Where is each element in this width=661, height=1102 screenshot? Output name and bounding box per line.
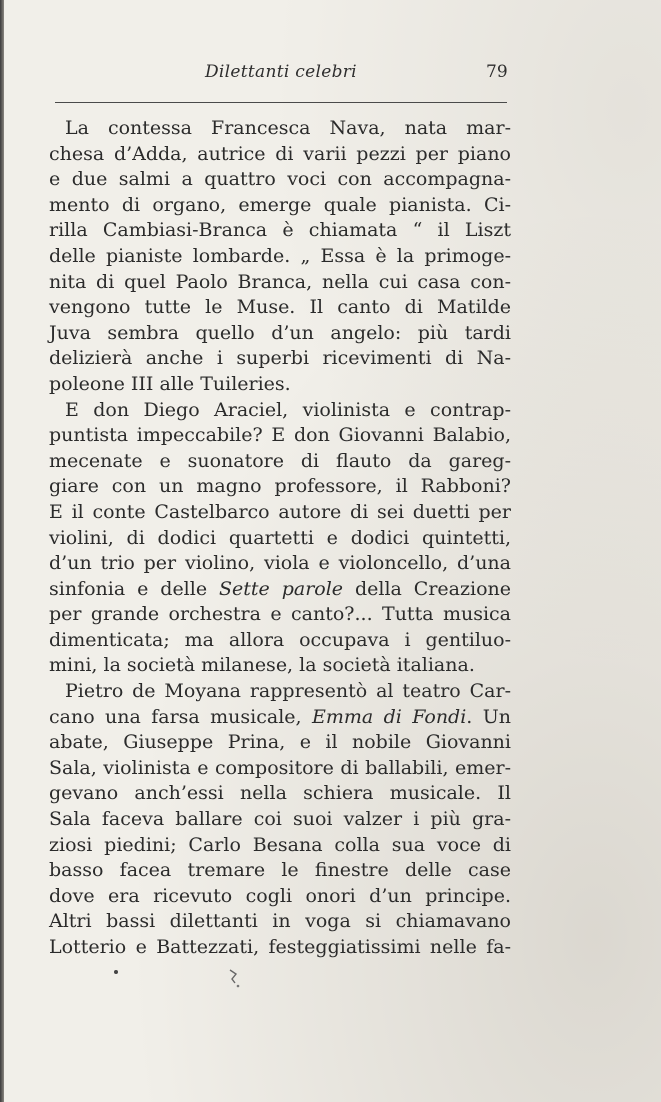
text-line: chesa d’Adda, autrice di varii pezzi per piano <box>49 142 511 165</box>
text-line: E don Diego Araciel, violinista e contrap- <box>65 398 511 421</box>
text-line: ziosi piedini; Carlo Besana colla sua voce di <box>49 833 511 856</box>
text-line: d’un trio per violino, viola e violoncello, d’una <box>49 552 511 575</box>
text-line: puntista impeccabile? E don Giovanni Balabio, <box>49 424 511 447</box>
text-line: violini, di dodici quartetti e dodici quintetti, <box>49 526 511 549</box>
text-line: nita di quel Paolo Branca, nella cui casa con- <box>49 270 511 293</box>
text-line: dove era ricevuto cogli onori d’un principe. <box>49 884 511 907</box>
text-line: rilla Cambiasi-Branca è chiamata “ il Liszt <box>49 219 511 242</box>
text-line: sinfonia e delle Sette parole della Creazione <box>49 577 512 600</box>
page-spine-edge <box>0 0 4 1102</box>
text-line: basso facea tremare le finestre delle case <box>49 859 511 882</box>
text-line: e due salmi a quattro voci con accompagna- <box>49 168 511 191</box>
text-line: Sala faceva ballare coi suoi valzer i più gra- <box>49 808 511 831</box>
text-line: dimenticata; ma allora occupava i gentiluo- <box>49 628 511 651</box>
text-line: cano una farsa musicale, Emma di Fondi. Un <box>49 705 511 728</box>
text-line: mecenate e suonatore di flauto da gareg- <box>49 449 511 472</box>
italic-title: Sette parole <box>219 577 344 600</box>
text-line: Pietro de Moyana rappresentò al teatro Car- <box>65 680 511 703</box>
running-head <box>0 62 661 88</box>
text-line: abate, Giuseppe Prina, e il nobile Giovanni <box>49 731 511 754</box>
header-rule <box>55 102 507 103</box>
text-line: poleone III alle Tuileries. <box>49 372 291 395</box>
text-line: mini, la società milanese, la società italiana. <box>49 654 475 677</box>
text-line: Altri bassi dilettanti in voga si chiamavano <box>49 910 511 933</box>
text-line: gevano anch’essi nella schiera musicale. Il <box>49 782 511 805</box>
running-title: Dilettanti celebri <box>205 62 357 82</box>
text-line: delle pianiste lombarde. „ Essa è la primoge- <box>49 244 511 267</box>
text-line: delizierà anche i superbi ricevimenti di Na- <box>49 347 511 370</box>
text-line: vengono tutte le Muse. Il canto di Matilde <box>49 296 511 319</box>
text-line: La contessa Francesca Nava, nata mar- <box>65 117 511 139</box>
body-text <box>49 116 511 961</box>
text-line: giare con un magno professore, il Rabboni? <box>49 475 511 498</box>
text-line: E il conte Castelbarco autore di sei duetti per <box>49 500 511 523</box>
text-line: per grande orchestra e canto?... Tutta musica <box>49 603 511 626</box>
text-line: Juva sembra quello d’un angelo: più tardi <box>49 321 511 344</box>
print-specks-decoration <box>112 964 252 994</box>
text-line: Lotterio e Battezzati, festeggiatissimi nelle fa- <box>49 936 511 958</box>
text-line: mento di organo, emerge quale pianista. Ci- <box>49 193 511 216</box>
italic-title: Emma di Fondi <box>311 705 467 728</box>
page-number: 79 <box>486 62 508 82</box>
text-line: Sala, violinista e compositore di ballabili, emer- <box>49 756 511 779</box>
